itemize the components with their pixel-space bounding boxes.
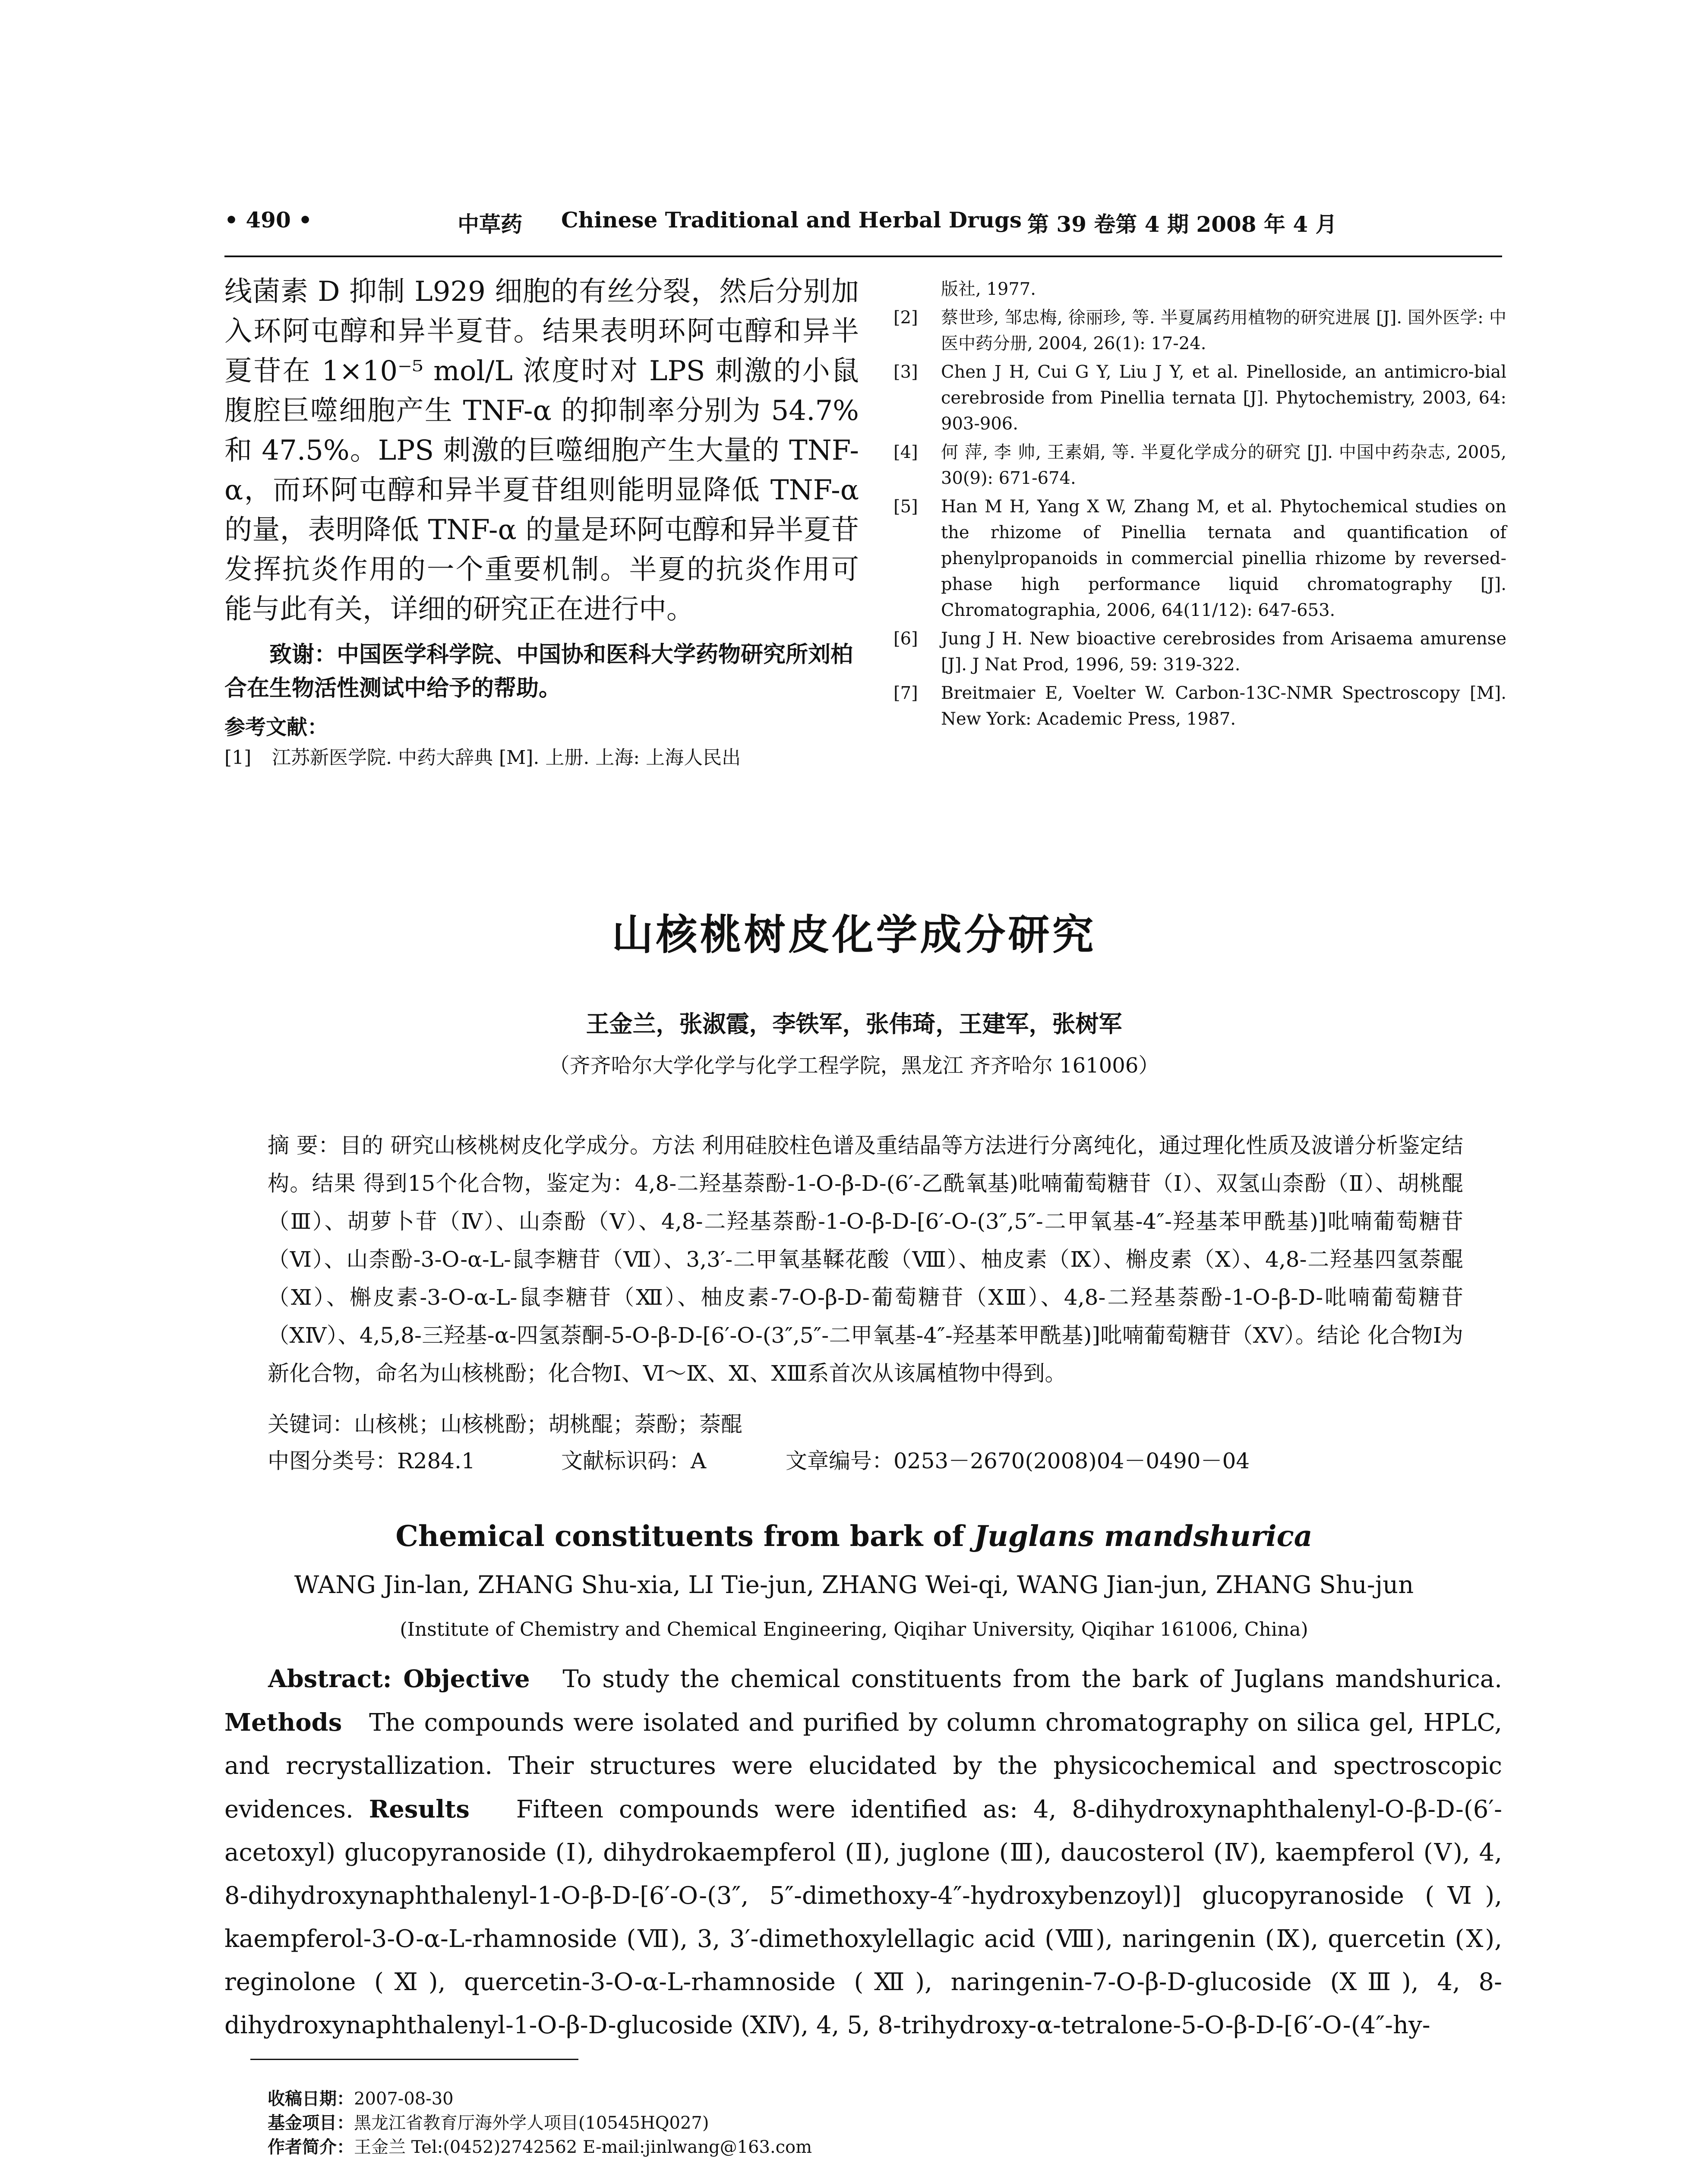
abstract-methods-text: The compounds were isolated and purified by column chromatography on silica gel, HPLC, and recrystallization. Their structures were elucidated by the physicochemical and spectroscopic evidences. — [224, 1709, 1502, 1824]
footnote-fund: 基金项目：黑龙江省教育厅海外学人项目(10545HQ027) — [268, 2113, 709, 2133]
document-code: 文献标识码：A — [561, 1448, 707, 1473]
footnote-divider — [250, 2059, 578, 2060]
abstract-objective-text: To study the chemical constituents from the bark of Juglans mandshurica. — [562, 1665, 1502, 1693]
journal-name-en: Chinese Traditional and Herbal Drugs — [561, 207, 1022, 233]
abstract-cn: 摘 要：目的 研究山核桃树皮化学成分。方法 利用硅胶柱色谱及重结晶等方法进行分离纯化，通过理化性质及波谱分析鉴定结构。结果 得到15个化合物，鉴定为：4,8-二羟基萘酚-1-O-β-D-(6′-乙酰氧基)吡喃葡萄糖苷（Ⅰ）、双氢山柰酚（Ⅱ）、胡桃醌（Ⅲ）、胡萝卜苷（Ⅳ）、山柰酚（Ⅴ）、4,8-二羟基萘酚-1-O-β-D-[6′-O-(3″,5″-二甲氧基-4″-羟基苯甲酰基)]吡喃葡萄糖苷（Ⅵ）、山柰酚-3-O-α-L-鼠李糖苷（Ⅶ）、3,3′-二甲氧基鞣花酸（Ⅷ）、柚皮素（Ⅸ）、槲皮素（Ⅹ）、4,8-二羟基四氢萘醌（Ⅺ）、槲皮素-3-O-α-L-鼠李糖苷（Ⅻ）、柚皮素-7-O-β-D-葡萄糖苷（XⅢ）、4,8-二羟基萘酚-1-O-β-D-吡喃葡萄糖苷（XⅣ）、4,5,8-三羟基-α-四氢萘酮-5-O-β-D-[6′-O-(3″,5″-二甲氧基-4″-羟基苯甲酰基)]吡喃葡萄糖苷（XⅤ）。结论 化合物Ⅰ为新化合物，命名为山核桃酚；化合物Ⅰ、Ⅵ～Ⅸ、Ⅺ、XⅢ系首次从该属植物中得到。 — [268, 1133, 1463, 1386]
reference-item: [4] 何 萍, 李 帅, 王素娟, 等. 半夏化学成分的研究 [J]. 中国中药杂志, 2005, 30(9): 671-674. — [893, 442, 1506, 488]
prev-article-paragraph: 线菌素 D 抑制 L929 细胞的有丝分裂，然后分别加入环阿屯醇和异半夏苷。结果表明环阿屯醇和异半夏苷在 1×10⁻⁵ mol/L 浓度时对 LPS 刺激的小鼠腹腔巨噬细胞产生 TNF-α 的抑制率分别为 54.7% 和 47.5%。LPS 刺激的巨噬细胞产生大量的 TNF-α，而环阿屯醇和异半夏苷组则能明显降低 TNF-α 的量，表明降低 TNF-α 的量是环阿屯醇和异半夏苷发挥抗炎作用的一个重要机制。半夏的抗炎作用可能与此有关，详细的研究正在进行中。 — [224, 276, 859, 625]
article-number: 文章编号：0253－2670(2008)04－0490－04 — [786, 1448, 1250, 1473]
abstract-en — [224, 1657, 1502, 2047]
abstract-results-label: Results — [369, 1795, 470, 1824]
prev-article-references — [893, 276, 1506, 735]
reference-continuation: 版社, 1977. — [941, 279, 1036, 299]
footnotes — [268, 2087, 1304, 2158]
prev-article-left-column — [224, 272, 859, 772]
reference-item: [5] Han M H, Yang X W, Zhang M, et al. Phytochemical studies on the rhizome of Pinellia ternata and quantification of phenylpropanoids in commercial pinellia rhizome by reversed-phase high performance liquid chromatography [J]. Chromatographia, 2006, 64(11/12): 647-653. — [893, 497, 1506, 620]
class-number: 中图分类号：R284.1 — [268, 1448, 475, 1473]
authors-cn: 王金兰，张淑霞，李铁军，张伟琦，王建军，张树军 — [586, 1010, 1122, 1038]
article-title-cn: 山核桃树皮化学成分研究 — [612, 910, 1096, 959]
article-title-en: Chemical constituents from bark of Juglans mandshurica — [395, 1519, 1313, 1553]
running-header — [224, 207, 1502, 246]
abstract-objective-label: Abstract: Objective — [268, 1665, 530, 1693]
species-name: Juglans mandshurica — [974, 1519, 1313, 1553]
references-heading: 参考文献： — [224, 715, 328, 739]
acknowledgement: 致谢：中国医学科学院、中国协和医科大学药物研究所刘柏合在生物活性测试中给予的帮助。 — [224, 641, 853, 701]
abstract-results-text: Fifteen compounds were identified as: 4, 8-dihydroxynaphthalenyl-O-β-D-(6′-acetoxyl) glucopyranoside (Ⅰ), dihydrokaempferol (Ⅱ), juglone (Ⅲ), daucosterol (Ⅳ), kaempferol (Ⅴ), 4, 8-dihydroxynaphthalenyl-1-O-β-D-[6′-O-(3″, 5″-dimethoxy-4″-hydroxybenzoyl)] glucopyranoside (Ⅵ), kaempferol-3-O-α-L-rhamnoside (Ⅶ), 3, 3′-dimethoxylellagic acid (Ⅷ), naringenin (Ⅸ), quercetin (Ⅹ), reginolone (Ⅺ), quercetin-3-O-α-L-rhamnoside (Ⅻ), naringenin-7-O-β-D-glucoside (XⅢ), 4, 8-dihydroxynaphthalenyl-1-O-β-D-glucoside (XⅣ), 4, 5, 8-trihydroxy-α-tetralone-5-O-β-D-[6′-O-(4″-hy- — [224, 1795, 1503, 2039]
reference-item: [7] Breitmaier E, Voelter W. Carbon-13C-NMR Spectroscopy [M]. New York: Academic Press, 1987. — [893, 683, 1506, 729]
abstract-methods-label: Methods — [224, 1708, 342, 1737]
header-divider — [224, 256, 1502, 257]
authors-en: WANG Jin-lan, ZHANG Shu-xia, LI Tie-jun, ZHANG Wei-qi, WANG Jian-jun, ZHANG Shu-jun — [294, 1571, 1414, 1599]
affiliation-cn: （齐齐哈尔大学化学与化学工程学院，黑龙江 齐齐哈尔 161006） — [549, 1054, 1159, 1078]
reference-item: [6] Jung J H. New bioactive cerebrosides from Arisaema amurense [J]. J Nat Prod, 1996, 59: 319-322. — [893, 629, 1506, 675]
reference-item: [2] 蔡世珍, 邹忠梅, 徐丽珍, 等. 半夏属药用植物的研究进展 [J]. 国外医学: 中医中药分册, 2004, 26(1): 17-24. — [893, 308, 1506, 353]
page-number: • 490 • — [224, 207, 313, 233]
journal-issue: 第 39 卷第 4 期 2008 年 4 月 — [1027, 211, 1337, 237]
reference-item: [1] 江苏新医学院. 中药大辞典 [M]. 上册. 上海: 上海人民出 — [224, 747, 741, 769]
keywords-cn: 关键词：山核桃；山核桃酚；胡桃醌；萘酚；萘醌 — [268, 1412, 742, 1437]
reference-item: [3] Chen J H, Cui G Y, Liu J Y, et al. Pinelloside, an antimicro-bial cerebroside from Pinellia ternata [J]. Phytochemistry, 2003, 64: 903-906. — [893, 362, 1506, 434]
affiliation-en: (Institute of Chemistry and Chemical Engineering, Qiqihar University, Qiqihar 161006, China) — [400, 1618, 1308, 1641]
footnote-author: 作者简介：王金兰 Tel:(0452)2742562 E-mail:jinlwang@163.com — [268, 2137, 812, 2157]
footnote-received: 收稿日期：2007-08-30 — [268, 2089, 454, 2109]
journal-name-cn: 中草药 — [458, 211, 522, 237]
